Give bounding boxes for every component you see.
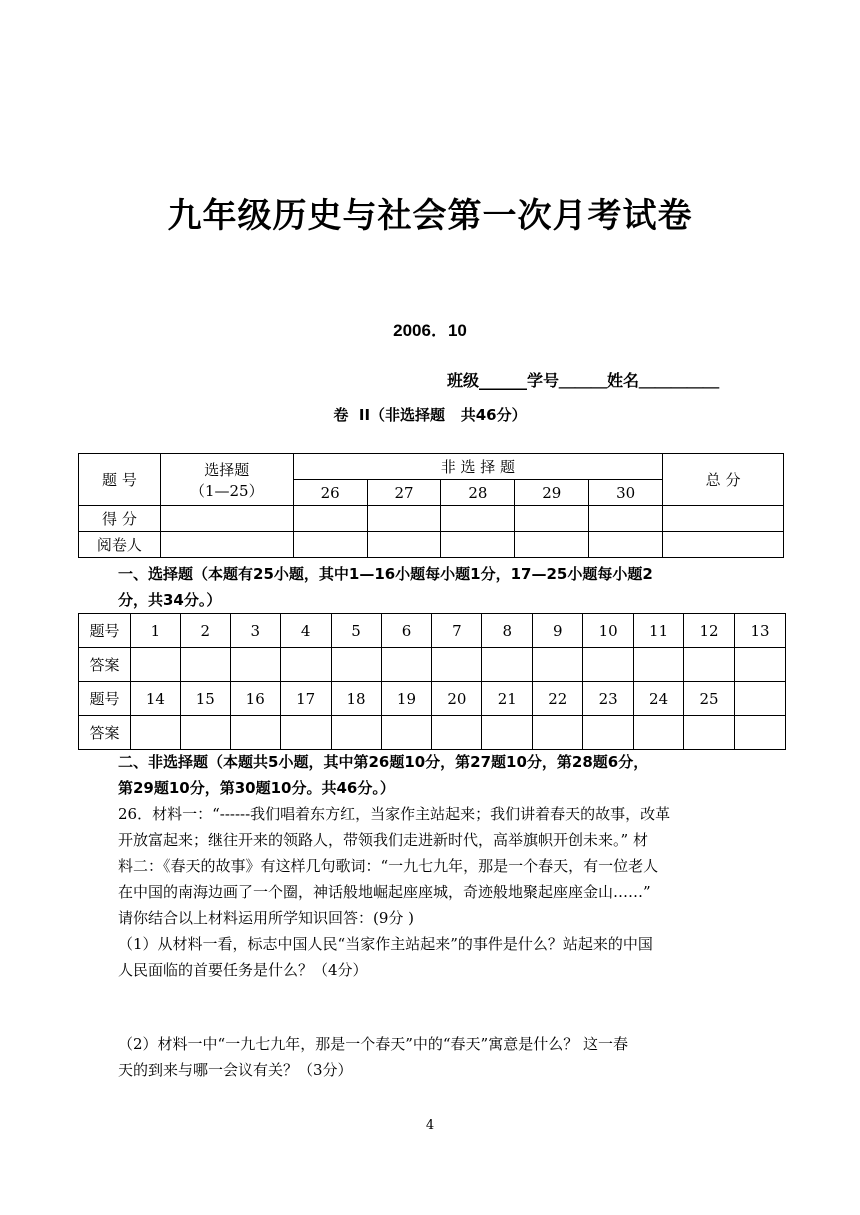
q26-line: 26．材料一：“------我们唱着东方红，当家作主站起来；我们讲着春天的故事，改革 xyxy=(118,805,671,823)
question-number: 18 xyxy=(331,682,381,716)
q26-line: 料二：《春天的故事》有这样几句歌词：“一九七九年，那是一个春天，有一位老人 xyxy=(118,857,659,875)
question-number: 7 xyxy=(432,614,482,648)
answer-cell[interactable] xyxy=(432,716,482,750)
question-number: 22 xyxy=(533,682,583,716)
question-number: 5 xyxy=(331,614,381,648)
q26-sub2-line: （2）材料一中“一九七九年，那是一个春天”中的“春天”寓意是什么？ 这一春 xyxy=(118,1035,628,1053)
answer-cell[interactable] xyxy=(583,716,634,750)
answer-cell[interactable] xyxy=(130,716,180,750)
question-number: 20 xyxy=(432,682,482,716)
question-number: 15 xyxy=(180,682,230,716)
row-score-label: 得 分 xyxy=(79,506,161,532)
header-q29: 29 xyxy=(515,480,589,506)
answer-cell[interactable] xyxy=(734,648,785,682)
score-cell[interactable] xyxy=(367,506,441,532)
question-number: 9 xyxy=(533,614,583,648)
section2-line: 第29题10分，第30题10分。共46分。） xyxy=(118,779,395,797)
grader-cell[interactable] xyxy=(663,532,784,558)
section1-line: 分，共34分。） xyxy=(118,591,222,609)
question-26-sub2 xyxy=(118,1031,746,1083)
question-number: 23 xyxy=(583,682,634,716)
answer-cell[interactable] xyxy=(482,716,533,750)
answer-cell[interactable] xyxy=(280,648,331,682)
answer-row-label: 答案 xyxy=(79,648,131,682)
grader-cell[interactable] xyxy=(515,532,589,558)
q26-sub1-line: （1）从材料一看，标志中国人民“当家作主站起来”的事件是什么？站起来的中国 xyxy=(118,935,653,953)
question-number: 19 xyxy=(381,682,432,716)
row-grader-label: 阅卷人 xyxy=(79,532,161,558)
answer-cell[interactable] xyxy=(230,716,280,750)
question-number: 21 xyxy=(482,682,533,716)
q26-sub2-line: 天的到来与哪一会议有关？（3分） xyxy=(118,1061,353,1079)
answer-row-label: 题号 xyxy=(79,614,131,648)
exam-date: 2006．10 xyxy=(393,321,467,340)
grader-cell[interactable] xyxy=(293,532,367,558)
answer-cell[interactable] xyxy=(734,716,785,750)
q26-line: 开放富起来；继往开来的领路人，带领我们走进新时代，高举旗帜开创未来。” 材 xyxy=(118,831,648,849)
question-26-sub1 xyxy=(118,931,746,983)
answer-cell[interactable] xyxy=(684,716,735,750)
answer-cell[interactable] xyxy=(583,648,634,682)
question-number: 12 xyxy=(684,614,735,648)
score-cell[interactable] xyxy=(293,506,367,532)
grader-cell[interactable] xyxy=(160,532,293,558)
header-question-number: 题 号 xyxy=(79,454,161,506)
paper-label: 卷 II（非选择题 共46分） xyxy=(333,406,527,424)
answer-cell[interactable] xyxy=(331,648,381,682)
answer-cell[interactable] xyxy=(130,648,180,682)
q26-line: 在中国的南海边画了一个圈，神话般地崛起座座城，奇迹般地聚起座座金山……” xyxy=(118,883,651,901)
answer-cell[interactable] xyxy=(180,716,230,750)
header-total: 总 分 xyxy=(663,454,784,506)
answer-cell[interactable] xyxy=(230,648,280,682)
question-number: 6 xyxy=(381,614,432,648)
question-number: 1 xyxy=(130,614,180,648)
answer-cell[interactable] xyxy=(180,648,230,682)
answer-cell[interactable] xyxy=(280,716,331,750)
question-number: 24 xyxy=(634,682,684,716)
q26-line: 请你结合以上材料运用所学知识回答：(9分 ) xyxy=(118,909,415,927)
answer-row-label: 题号 xyxy=(79,682,131,716)
score-cell[interactable] xyxy=(589,506,663,532)
section2-line: 二、非选择题（本题共5小题，其中第26题10分，第27题10分，第28题6分， xyxy=(118,753,649,771)
section1-heading xyxy=(118,561,748,613)
score-cell[interactable] xyxy=(441,506,515,532)
student-info-line: 班级______学号＿＿＿姓名＿＿＿＿＿ xyxy=(447,371,720,390)
answer-table xyxy=(78,613,786,750)
score-cell[interactable] xyxy=(663,506,784,532)
answer-cell[interactable] xyxy=(634,648,684,682)
question-number: 25 xyxy=(684,682,735,716)
question-26-material xyxy=(118,801,746,931)
question-number: 14 xyxy=(130,682,180,716)
answer-cell[interactable] xyxy=(432,648,482,682)
section1-line: 一、选择题（本题有25小题，其中1—16小题每小题1分，17—25小题每小题2 xyxy=(118,565,653,583)
score-cell[interactable] xyxy=(160,506,293,532)
question-number: 16 xyxy=(230,682,280,716)
header-choice-range: （1—25） xyxy=(189,481,264,500)
question-number xyxy=(734,682,785,716)
answer-cell[interactable] xyxy=(684,648,735,682)
q26-sub1-line: 人民面临的首要任务是什么？（4分） xyxy=(118,961,368,979)
header-q30: 30 xyxy=(589,480,663,506)
question-number: 3 xyxy=(230,614,280,648)
page-number: 4 xyxy=(425,1118,435,1133)
question-number: 2 xyxy=(180,614,230,648)
header-nonchoice: 非 选 择 题 xyxy=(293,454,662,480)
question-number: 10 xyxy=(583,614,634,648)
answer-cell[interactable] xyxy=(381,716,432,750)
answer-cell[interactable] xyxy=(634,716,684,750)
header-q26: 26 xyxy=(293,480,367,506)
answer-cell[interactable] xyxy=(533,716,583,750)
answer-cell[interactable] xyxy=(533,648,583,682)
grader-cell[interactable] xyxy=(441,532,515,558)
page-title: 九年级历史与社会第一次月考试卷 xyxy=(167,196,693,236)
question-number: 17 xyxy=(280,682,331,716)
header-q28: 28 xyxy=(441,480,515,506)
question-number: 8 xyxy=(482,614,533,648)
header-choice xyxy=(160,454,293,506)
answer-row-label: 答案 xyxy=(79,716,131,750)
header-choice-label: 选择题 xyxy=(204,460,250,479)
header-q27: 27 xyxy=(367,480,441,506)
grader-cell[interactable] xyxy=(589,532,663,558)
question-number: 11 xyxy=(634,614,684,648)
question-number: 4 xyxy=(280,614,331,648)
answer-cell[interactable] xyxy=(482,648,533,682)
grader-cell[interactable] xyxy=(367,532,441,558)
answer-cell[interactable] xyxy=(331,716,381,750)
score-table xyxy=(78,453,784,558)
question-number: 13 xyxy=(734,614,785,648)
score-cell[interactable] xyxy=(515,506,589,532)
section2-heading xyxy=(118,749,748,801)
answer-cell[interactable] xyxy=(381,648,432,682)
